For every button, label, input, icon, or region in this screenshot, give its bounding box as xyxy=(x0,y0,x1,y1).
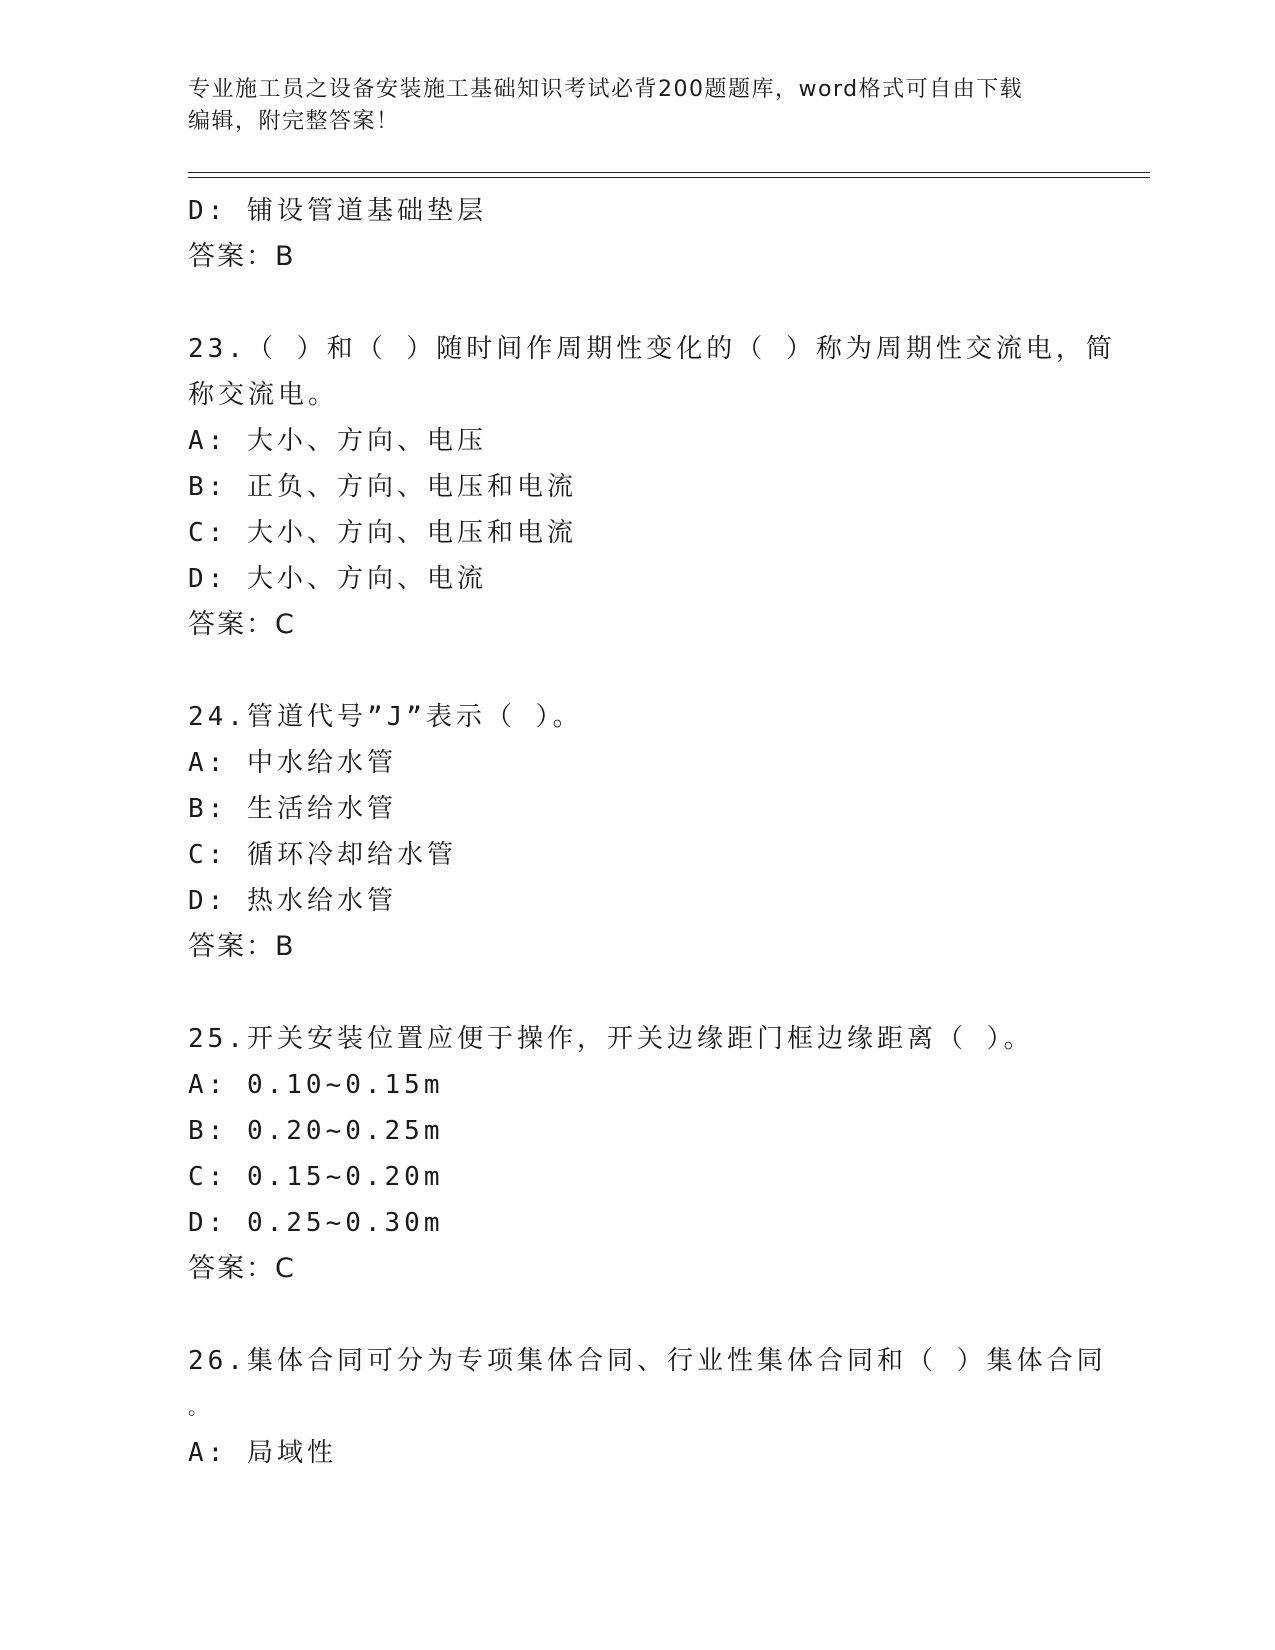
option-a: A: 局域性 xyxy=(188,1438,337,1468)
spacer xyxy=(188,280,1108,326)
question-23 xyxy=(188,326,1116,648)
option-b: B: 0.20~0.25m xyxy=(188,1116,444,1146)
option-d: D: 铺设管道基础垫层 xyxy=(188,196,487,226)
option-b: B: 正负、方向、电压和电流 xyxy=(188,472,577,502)
spacer xyxy=(188,1292,1108,1338)
answer: 答案：B xyxy=(188,931,296,962)
option-c: C: 0.15~0.20m xyxy=(188,1162,444,1192)
question-list xyxy=(188,188,1116,1476)
option-d: D: 热水给水管 xyxy=(188,886,397,916)
option-d: D: 0.25~0.30m xyxy=(188,1208,444,1238)
header-line-2: 编辑，附完整答案！ xyxy=(188,109,400,134)
header-line-1: 专业施工员之设备安装施工基础知识考试必背200题题库，word格式可自由下载 xyxy=(188,77,1024,102)
question-text: 23.（ ）和（ ）随时间作周期性变化的（ ）称为周期性交流电，简 xyxy=(188,334,1116,364)
document-header xyxy=(188,74,1088,138)
answer: 答案：B xyxy=(188,241,296,272)
option-a: A: 0.10~0.15m xyxy=(188,1070,444,1100)
header-rule-bottom xyxy=(188,177,1150,178)
question-text: 25.开关安装位置应便于操作，开关边缘距门框边缘距离（ ）。 xyxy=(188,1024,1034,1054)
question-text-continued: 称交流电。 xyxy=(188,380,339,410)
answer: 答案：C xyxy=(188,609,296,640)
question-text-continued: 。 xyxy=(188,1395,212,1419)
option-d: D: 大小、方向、电流 xyxy=(188,564,487,594)
option-a: A: 大小、方向、电压 xyxy=(188,426,487,456)
option-c: C: 大小、方向、电压和电流 xyxy=(188,518,577,548)
spacer xyxy=(188,970,1108,1016)
option-b: B: 生活给水管 xyxy=(188,794,397,824)
answer: 答案：C xyxy=(188,1253,296,1284)
header-rule-top xyxy=(188,172,1150,173)
option-c: C: 循环冷却给水管 xyxy=(188,840,457,870)
option-a: A: 中水给水管 xyxy=(188,748,397,778)
question-22-tail xyxy=(188,188,1108,280)
question-26 xyxy=(188,1338,1108,1476)
question-25 xyxy=(188,1016,1108,1292)
question-24 xyxy=(188,694,1108,970)
spacer xyxy=(188,648,1108,694)
question-text: 24.管道代号”J”表示（ ）。 xyxy=(188,702,583,732)
question-text: 26.集体合同可分为专项集体合同、行业性集体合同和（ ）集体合同 xyxy=(188,1346,1107,1376)
